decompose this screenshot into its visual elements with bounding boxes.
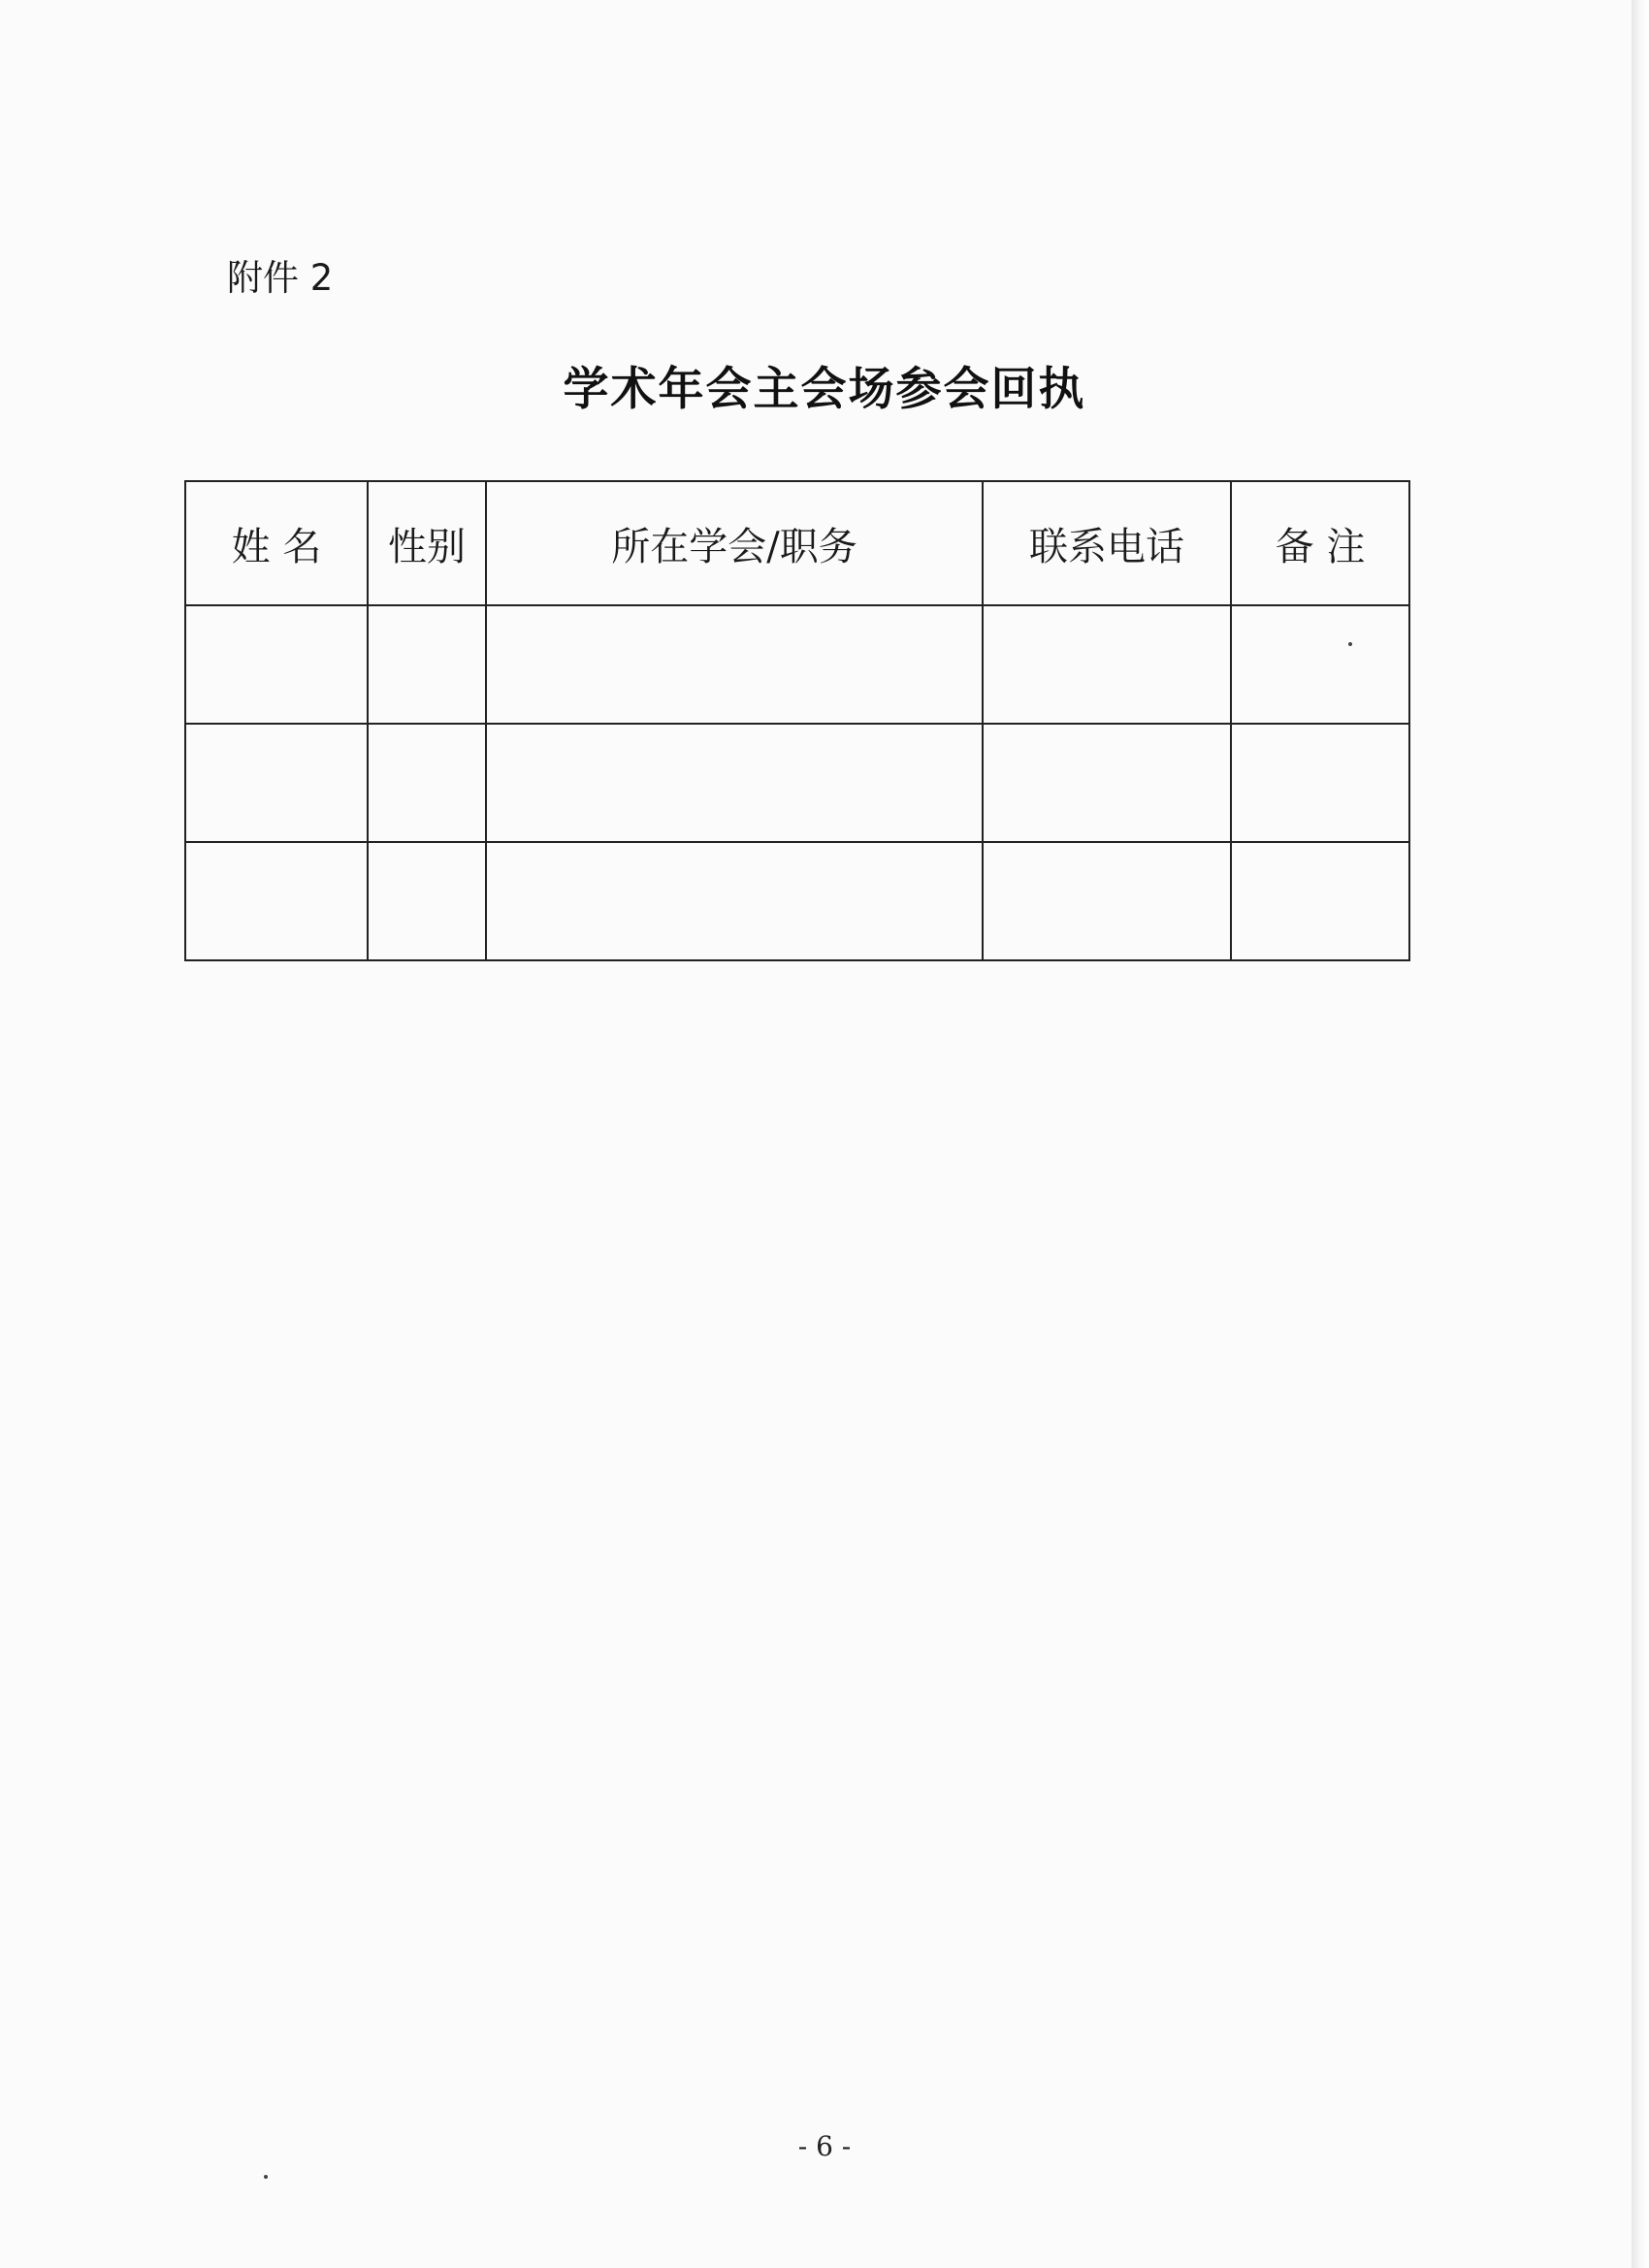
attendance-receipt-table [184, 480, 1410, 961]
cell-remarks [1231, 605, 1409, 724]
table-row [185, 842, 1409, 960]
cell-gender [368, 605, 486, 724]
cell-phone [983, 842, 1231, 960]
cell-gender [368, 842, 486, 960]
cell-phone [983, 724, 1231, 842]
document-title: 学术年会主会场参会回执 [563, 363, 1086, 416]
cell-phone [983, 605, 1231, 724]
header-society-position: 所在学会/职务 [486, 481, 983, 605]
page-number: - 6 - [797, 2130, 852, 2162]
page-edge-shadow [1632, 0, 1649, 2268]
scan-speck [1348, 642, 1352, 646]
attachment-label: 附件 2 [227, 257, 334, 299]
cell-name [185, 724, 368, 842]
header-phone: 联系电话 [983, 481, 1231, 605]
header-remarks: 备 注 [1231, 481, 1409, 605]
cell-society-position [486, 605, 983, 724]
table-row [185, 605, 1409, 724]
cell-remarks [1231, 842, 1409, 960]
cell-name [185, 842, 368, 960]
cell-society-position [486, 842, 983, 960]
cell-society-position [486, 724, 983, 842]
table-header-row [185, 481, 1409, 605]
cell-remarks [1231, 724, 1409, 842]
header-gender: 性别 [368, 481, 486, 605]
scan-speck [264, 2175, 268, 2179]
cell-name [185, 605, 368, 724]
table-row [185, 724, 1409, 842]
cell-gender [368, 724, 486, 842]
header-name: 姓 名 [185, 481, 368, 605]
